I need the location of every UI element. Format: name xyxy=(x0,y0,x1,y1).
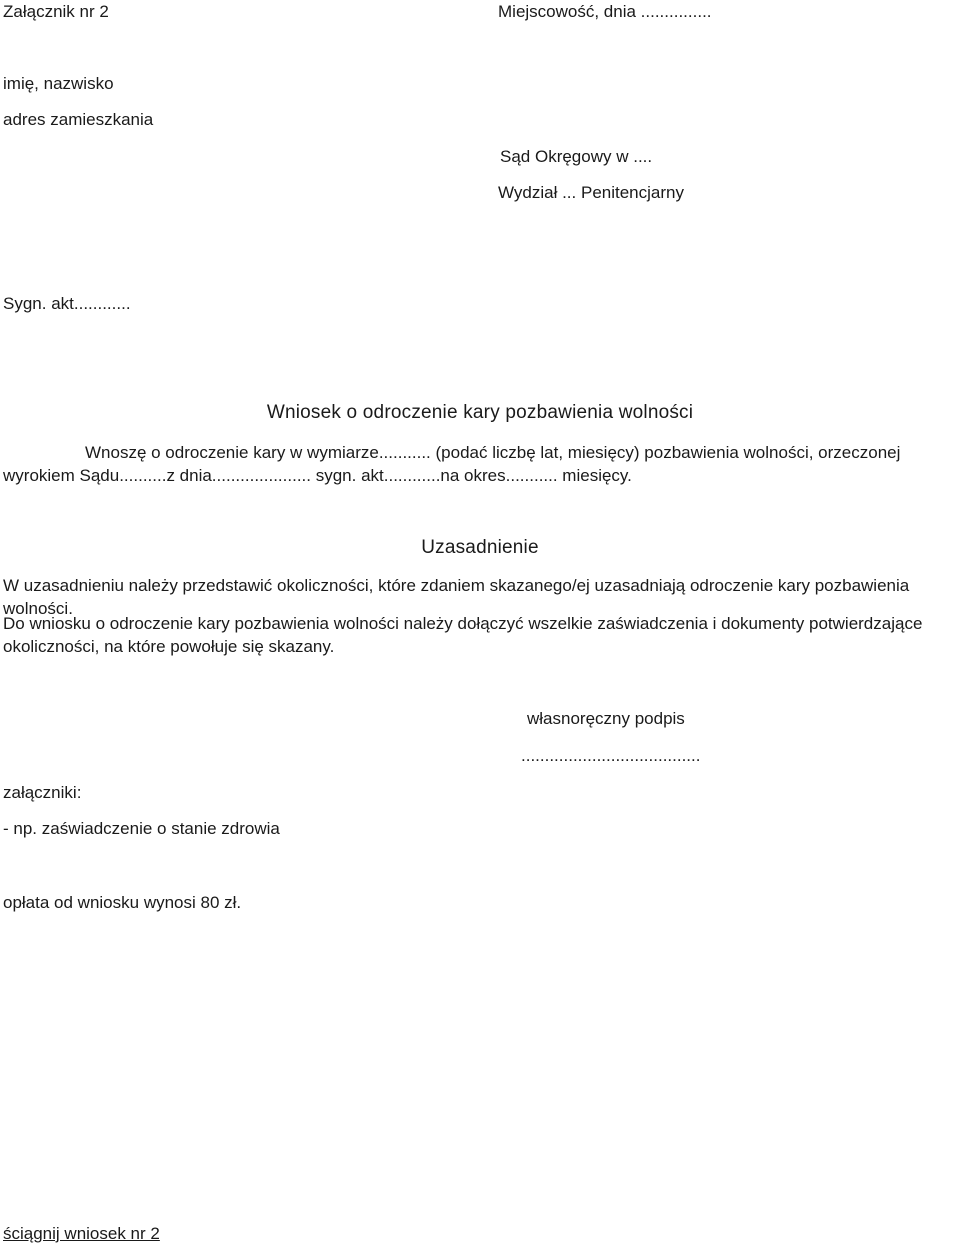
request-body: Wnoszę o odroczenie kary w wymiarze........... (podać liczbę lat, miesięcy) pozbawienia wolności, orzeczonej wyrokiem Sądu..........z dnia..................... sygn. akt............na okres........... miesięcy. xyxy=(3,443,901,485)
place-date-line: Miejscowość, dnia ............... xyxy=(498,2,712,21)
attachment-label: Załącznik nr 2 xyxy=(3,2,109,21)
justification-title: Uzasadnienie xyxy=(421,537,539,558)
sender-name-line: imię, nazwisko xyxy=(3,74,114,93)
recipient-department-line: Wydział ... Penitencjarny xyxy=(498,183,684,202)
request-title: Wniosek o odroczenie kary pozbawienia wolności xyxy=(266,402,694,423)
fee-note: opłata od wniosku wynosi 80 zł. xyxy=(3,893,242,912)
justification-paragraph-1: W uzasadnieniu należy przedstawić okoliczności, które zdaniem skazanego/ej uzasadniają odroczenie kary pozbawienia wolności. xyxy=(3,576,910,618)
attachments-label: załączniki: xyxy=(3,783,82,802)
recipient-court-line: Sąd Okręgowy w .... xyxy=(500,147,653,166)
justification-paragraph-2: Do wniosku o odroczenie kary pozbawienia wolności należy dołączyć wszelkie zaświadczenia i dokumenty potwierdzające okoliczności, na które powołuje się skazany. xyxy=(3,614,923,656)
attachment-item: - np. zaświadczenie o stanie zdrowia xyxy=(3,819,280,838)
signature-label: własnoręczny podpis xyxy=(527,709,685,728)
signature-line: ...................................... xyxy=(521,746,701,765)
download-form-link[interactable]: ściągnij wniosek nr 2 xyxy=(3,1224,160,1243)
case-reference: Sygn. akt............ xyxy=(3,294,131,313)
sender-address-line: adres zamieszkania xyxy=(3,110,154,129)
